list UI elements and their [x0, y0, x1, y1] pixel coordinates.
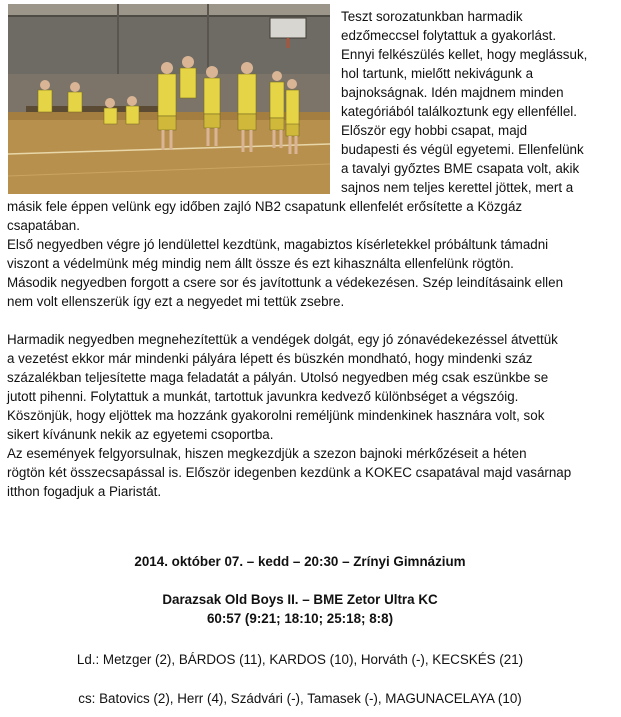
intro-line: Teszt sorozatunkban harmadik [341, 9, 523, 24]
match-date-line: 2014. október 07. – kedd – 20:30 – Zrínyi Gimnázium [134, 554, 466, 569]
body-line: itthon fogadjuk a Piaristát. [7, 484, 162, 499]
body-line: Első negyedben végre jó lendülettel kezdtünk, magabiztos kísérletekkel próbáltunk támadni [7, 237, 549, 252]
body-line: nem volt ellenszerük így ezt a negyedet mi tettük zsebre. [7, 294, 345, 309]
intro-line: Először egy hobbi csapat, majd [341, 123, 528, 138]
body-line: rögtön két összecsapással is. Először idegenben kezdünk a KOKEC csapatával majd vasárnap [7, 465, 572, 480]
body-line: százalékban teljesítette maga feladatát a pályán. Utolsó negyedben még csak eszünkbe se [7, 370, 549, 385]
home-scorers: Ld.: Metzger (2), BÁRDOS (11), KARDOS (10), Horváth (-), KECSKÉS (21) [76, 652, 524, 667]
body-line: csapatában. [7, 218, 80, 233]
intro-line: edzőmeccsel folytattuk a gyakorlást. [341, 28, 557, 43]
body-line: Harmadik negyedben megnehezítettük a vendégek dolgát, egy jó zónavédekezéssel átvettük [7, 332, 558, 347]
basketball-team-photo-icon [8, 4, 330, 194]
body-line: Köszönjük, hogy eljöttek ma hozzánk gyakorolni reméljünk mindenkinek hasznára volt, sok [7, 408, 545, 423]
intro-line: budapesti és végül egyetemi. Ellenfelünk [341, 142, 584, 157]
intro-line: a tavalyi győztes BME csapata volt, akik [341, 161, 580, 176]
body-line: másik fele éppen velünk egy időben zajló NB2 csapatunk ellenfelét erősítette a Közgáz [7, 199, 523, 214]
match-teams: Darazsak Old Boys II. – BME Zetor Ultra KC [162, 592, 438, 607]
intro-line: hol tartunk, mielőtt nekivágunk a [341, 66, 534, 81]
match-score: 60:57 (9:21; 18:10; 25:18; 8:8) [206, 611, 394, 626]
body-line: Második negyedben forgott a csere sor és javítottunk a védekezésen. Szép leindításaink ellen [7, 275, 564, 290]
away-scorers: cs: Batovics (2), Herr (4), Szádvári (-), Tamasek (-), MAGUNACELAYA (10) [78, 691, 522, 706]
body-line: jutott pihenni. Folytattuk a munkát, tartottuk javunkra kedvező különbséget a végszóig. [7, 389, 519, 404]
body-line: sikert kívánunk nekik az egyetemi csoportba. [7, 427, 274, 442]
intro-line: bajnokságnak. Idén majdnem minden [341, 85, 564, 100]
intro-line: kategóriából találkoztunk egy ellenféllel. [341, 104, 577, 119]
team-photo [8, 4, 330, 194]
body-line: Az események felgyorsulnak, hiszen megkezdjük a szezon bajnoki mérkőzéseit a héten [7, 446, 527, 461]
intro-line: Ennyi felkészülés kellet, hogy meglássuk, [341, 47, 588, 62]
body-line: viszont a védelmünk még mindig nem állt össze és ezt kihasználta ellenfelünk rögtön. [7, 256, 514, 271]
body-line: a vezetést ekkor már mindenki pályára lépett és büszkén mondható, hogy mindenki száz [7, 351, 533, 366]
intro-line: sajnos nem teljes kerettel jöttek, mert a [341, 180, 574, 195]
